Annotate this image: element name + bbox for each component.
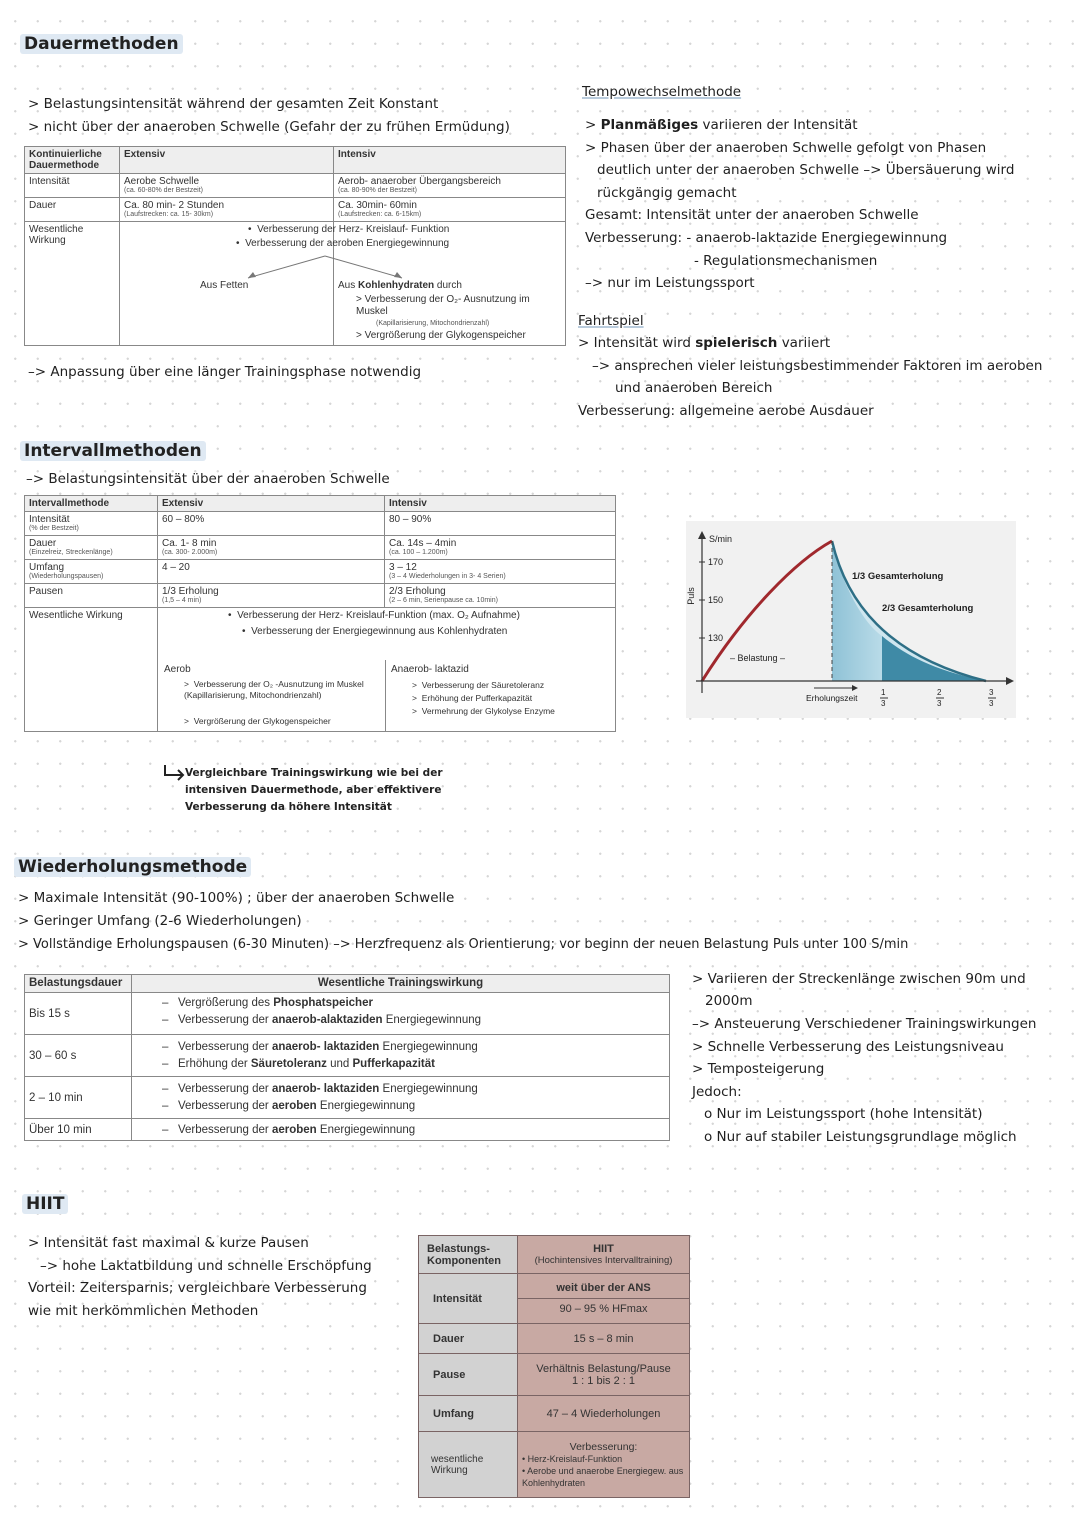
wieder-cell [132, 1119, 670, 1141]
fahrt-line-1 [578, 332, 830, 355]
cell-note: (ca. 80-90% der Bestzeit) [338, 187, 417, 194]
intervall-row-label [25, 512, 158, 536]
wieder-side-1: > Variieren der Streckenlänge zwischen 90m und [692, 971, 1026, 987]
intervall-row-label [25, 560, 158, 584]
hiit-th-0: Belastungs-Komponenten [419, 1236, 518, 1274]
wieder-th-0: Belastungsdauer [25, 975, 132, 993]
t: > [585, 117, 601, 133]
hiit-cell-bottom: 90 – 95 % HFmax [559, 1303, 648, 1315]
recovery-area-1-3 [832, 541, 882, 681]
hiit-row-label: Pause [419, 1354, 518, 1396]
wieder-point: – Verbesserung der anaerob- laktaziden Energiegewinnung [162, 1082, 478, 1095]
wieder-side-8: o Nur auf stabiler Leistungsgrundlage möglich [704, 1129, 1017, 1145]
hiit-row-label [419, 1432, 518, 1498]
num: 2 [937, 688, 942, 697]
section-title-intervall: Intervallmethoden [20, 441, 206, 461]
kh-point-1-note: (Kapillarisierung, Mitochondrienzahl) [376, 320, 490, 327]
dauer-cell [120, 198, 334, 222]
section-title-dauermethoden: Dauermethoden [20, 34, 183, 54]
bullet-text: Verbesserung der Herz- Kreislauf- Funktion [257, 224, 450, 235]
cell-text: 2/3 Erholung [389, 586, 446, 597]
frac-2-3 [937, 687, 941, 709]
dauer-line-2: > nicht über der anaeroben Schwelle (Gefahr der zu frühen Ermüdung) [28, 119, 510, 135]
cell-text: Ca. 30min- 60min [338, 200, 417, 211]
wieder-side-4: > Schnelle Verbesserung des Leistungsniveau [692, 1039, 1004, 1055]
wieder-side-7: o Nur im Leistungssport (hohe Intensität) [704, 1106, 983, 1122]
cell-text: 3 – 12 [389, 562, 417, 573]
point-text: Verbesserung der Säuretoleranz [421, 680, 545, 690]
aerob-point-1: > Verbesserung der O₂ -Ausnutzung im Muskel (Kapillarisierung, Mitochondrienzahl) [184, 679, 364, 700]
hiit-line-2: –> hohe Laktatbildung und schnelle Erschöpfung [40, 1258, 372, 1274]
dauer-row-label: Intensität [25, 174, 120, 198]
intervall-wirkung-cell [158, 608, 616, 732]
label-note: (% der Bestzeit) [29, 525, 79, 532]
t: Verbesserung der [177, 1123, 272, 1136]
fahrt-title: Fahrtspiel [578, 313, 644, 329]
point-text: Verbesserung der O₂ -Ausnutzung im Muskel (Kapillarisierung, Mitochondrienzahl) [184, 679, 364, 700]
intervall-cell [158, 584, 385, 608]
label-note: (Wiederholungspausen) [29, 573, 104, 580]
anaerob-points [412, 679, 555, 718]
hiit-cell-bottom: 1 : 1 bis 2 : 1 [572, 1374, 635, 1387]
kh-text: Aus [338, 280, 356, 291]
hiit-label-text: wesentliche Wirkung [431, 1453, 484, 1476]
hiit-cell: 15 s – 8 min [518, 1324, 690, 1354]
tempo-title: Tempowechselmethode [582, 84, 742, 100]
t-bold: Planmäßiges [600, 117, 699, 133]
label: Dauer [29, 538, 57, 549]
intervall-cell [385, 536, 616, 560]
pulse-chart-svg [686, 521, 1016, 718]
tempo-line-8: –> nur im Leistungssport [585, 275, 755, 291]
tempo-line-4: rückgängig gemacht [597, 185, 737, 201]
wieder-th-1: Wesentliche Trainingswirkung [132, 975, 670, 993]
note-line: Vergleichbare Trainingswirkung wie bei der [185, 767, 443, 779]
wieder-cell [132, 1077, 670, 1119]
tempo-line-6: Verbesserung: - anaerob-laktazide Energiegewinnung [585, 230, 948, 246]
cell-note: (ca. 100 – 1.200m) [389, 549, 448, 556]
hiit-cell-top: weit über der ANS [518, 1278, 689, 1299]
cell-note: (ca. 300- 2.000m) [162, 549, 218, 556]
t-bold: Pufferkapazität [352, 1057, 435, 1070]
tick-130: 130 [708, 633, 724, 643]
intervall-cell: 4 – 20 [158, 560, 385, 584]
kh-point-2: > Vergrößerung der Glykogenspeicher [356, 330, 526, 341]
wieder-cell [132, 993, 670, 1035]
hiit-cell [518, 1432, 690, 1498]
t-bold: aeroben [271, 1123, 317, 1136]
point-text: Vergrößerung der Glykogenspeicher [193, 716, 331, 726]
cell-note: (ca. 60-80% der Bestzeit) [124, 187, 203, 194]
tempo-line-7: - Regulationsmechanismen [694, 253, 878, 269]
wieder-line-2: > Geringer Umfang (2-6 Wiederholungen) [18, 913, 302, 929]
t-bold: Phosphatspeicher [273, 997, 373, 1009]
num: 3 [989, 688, 994, 697]
dauer-th-1: Extensiv [120, 147, 334, 174]
anaerob-point: > Erhöhung der Pufferkapazität [412, 693, 533, 703]
t: Verbesserung der [177, 1040, 272, 1053]
intervall-row-label [25, 536, 158, 560]
chart-ylabel: Puls [685, 587, 696, 605]
anaerob-point: > Verbesserung der Säuretoleranz [412, 680, 545, 690]
cell-text: Ca. 14s – 4min [389, 538, 457, 549]
intervall-th-2: Intensiv [385, 496, 616, 512]
cell-text: Ca. 80 min- 2 Stunden [124, 200, 225, 211]
den: 3 [881, 699, 886, 708]
intervall-bullet-2: • Verbesserung der Energiegewinnung aus Kohlenhydraten [242, 626, 508, 637]
hiit-point: • Aerobe und anaerobe Energiegew. aus Kohlenhydraten [522, 1465, 684, 1488]
tick-150: 150 [708, 595, 724, 605]
intervall-cell: 80 – 90% [385, 512, 616, 536]
cell-note: (2 – 6 min, Serienpause ca. 10min) [389, 597, 498, 604]
hiit-th-sub: (Hochintensives Intervalltraining) [534, 1255, 673, 1266]
t: und [326, 1057, 353, 1070]
cell-text: 1/3 Erholung [162, 586, 219, 597]
kh-bold: Kohlenhydraten [358, 280, 435, 291]
wieder-side-3: –> Ansteuerung Verschiedener Trainingswirkungen [692, 1016, 1037, 1032]
dauer-bullet-1: • Verbesserung der Herz- Kreislauf- Funktion [248, 224, 450, 235]
dauer-table [24, 146, 566, 346]
dauer-th-0: Kontinuierliche Dauermethode [25, 147, 120, 174]
t: Energiegewinnung [382, 1014, 482, 1026]
intervall-bullet-1: • Verbesserung der Herz- Kreislauf-Funktion (max. O₂ Aufnahme) [228, 610, 520, 621]
label: Umfang [29, 562, 65, 573]
tempo-line-1 [585, 114, 858, 137]
fahrt-line-3: und anaeroben Bereich [615, 380, 773, 396]
t: Energiegewinnung [379, 1082, 478, 1095]
wieder-point: – Erhöhung der Säuretoleranz und Pufferkapazität [162, 1057, 435, 1070]
dauer-row-label: Dauer [25, 198, 120, 222]
t: Energiegewinnung [316, 1123, 416, 1136]
cell-note: (Laufstrecken: ca. 15- 30km) [124, 211, 214, 218]
note-line: Verbesserung da höhere Intensität [185, 801, 392, 813]
anaerob-label: Anaerob- laktazid [391, 664, 469, 675]
t: Erhöhung der [177, 1057, 251, 1070]
hiit-point: • Herz-Kreislauf-Funktion [522, 1453, 623, 1464]
frac-1-3 [881, 687, 885, 709]
wieder-cell [132, 1035, 670, 1077]
t-bold: anaerob- laktaziden [271, 1082, 380, 1095]
kh-text: durch [436, 280, 462, 291]
frac-3-3 [989, 687, 993, 709]
wieder-line-1: > Maximale Intensität (90-100%) ; über der anaeroben Schwelle [18, 890, 455, 906]
intervall-line-1: –> Belastungsintensität über der anaeroben Schwelle [26, 471, 390, 487]
intervall-cell [385, 584, 616, 608]
hiit-cell-top: Verhältnis Belastung/Pause [536, 1362, 671, 1375]
section-title-wiederholung: Wiederholungsmethode [14, 857, 251, 877]
cell-text: Ca. 1- 8 min [162, 538, 217, 549]
wieder-side-6: Jedoch: [692, 1084, 742, 1100]
hiit-row-label: Intensität [419, 1274, 518, 1324]
t: > Intensität wird [578, 335, 696, 351]
arrow-down-right-icon [162, 764, 186, 782]
den: 3 [937, 699, 942, 708]
fahrt-line-4: Verbesserung: allgemeine aerobe Ausdauer [578, 403, 874, 419]
t-bold: Säuretoleranz [250, 1057, 327, 1070]
wieder-row-label: Bis 15 s [25, 993, 132, 1035]
intervall-th-1: Extensiv [158, 496, 385, 512]
bullet-text: Verbesserung der Energiegewinnung aus Kohlenhydraten [251, 626, 508, 637]
wieder-row-label: 30 – 60 s [25, 1035, 132, 1077]
cell-text: Aerobe Schwelle [124, 176, 200, 187]
hiit-cell [518, 1274, 690, 1324]
chart-unit: S/min [709, 534, 733, 544]
t: Energiegewinnung [379, 1040, 478, 1053]
belastung-text: Belastung [737, 653, 778, 663]
dauer-bullet-2: • Verbesserung der aeroben Energiegewinnung [236, 238, 450, 249]
cell-note: (Laufstrecken: ca. 6-15km) [338, 211, 422, 218]
bullet-text: Verbesserung der aeroben Energiegewinnung [245, 238, 450, 249]
wieder-side-2: 2000m [705, 993, 753, 1009]
pulse-chart [686, 521, 1016, 718]
tempo-line-3: deutlich unter der anaeroben Schwelle –> Übersäuerung wird [597, 162, 1015, 178]
hiit-cell: 47 – 4 Wiederholungen [518, 1396, 690, 1432]
tempo-line-5: Gesamt: Intensität unter der anaeroben Schwelle [585, 207, 919, 223]
wieder-point: – Verbesserung der anaerob- laktaziden Energiegewinnung [162, 1040, 478, 1053]
bullet-text: Verbesserung der Herz- Kreislauf-Funktion (max. O₂ Aufnahme) [237, 610, 520, 621]
t: Energiegewinnung [316, 1099, 416, 1112]
wieder-side-5: > Temposteigerung [692, 1061, 825, 1077]
chart-g23: 2/3 Gesamterholung [882, 603, 974, 614]
intervall-note [185, 765, 443, 816]
dauer-note: –> Anpassung über eine länger Trainingsphase notwendig [28, 364, 422, 380]
wieder-table [24, 974, 670, 1141]
fahrt-line-2: –> ansprechen vieler leistungsbestimmender Faktoren im aeroben [592, 358, 1043, 374]
aerob-label: Aerob [164, 664, 191, 675]
t: variiert [777, 335, 831, 351]
cell-note: (3 – 4 Wiederholungen in 3- 4 Serien) [389, 573, 506, 580]
point-text: Erhöhung der Pufferkapazität [421, 693, 533, 703]
cell-text: Aerob- anaerober Übergangsbereich [338, 176, 501, 187]
hiit-cell [518, 1354, 690, 1396]
point-text: Herz-Kreislauf-Funktion [527, 1453, 623, 1464]
intervall-row-label: Wesentliche Wirkung [25, 608, 158, 732]
intervall-table [24, 495, 616, 732]
hiit-table [418, 1235, 690, 1498]
kh-point-1: > Verbesserung der O₂- Ausnutzung im Muskel [356, 294, 530, 317]
t-bold: aeroben [271, 1099, 317, 1112]
intervall-th-0: Intervallmethode [25, 496, 158, 512]
point-text: Aerobe und anaerobe Energiegew. aus Kohlenhydraten [522, 1465, 684, 1488]
tempo-line-2: > Phasen über der anaeroben Schwelle gefolgt von Phasen [585, 140, 987, 156]
hiit-cell-top: Verbesserung: [569, 1440, 638, 1453]
wieder-line-3: > Vollständige Erholungspausen (6-30 Minuten) –> Herzfrequenz als Orientierung; vor beginn der neuen Belastung Puls unter 100 S/min [18, 937, 909, 952]
hiit-th-1 [518, 1236, 690, 1274]
anaerob-point: > Vermehrung der Glykolyse Enzyme [412, 706, 555, 716]
hiit-line-1: > Intensität fast maximal & kurze Pausen [28, 1235, 309, 1251]
t: Verbesserung der [177, 1082, 272, 1095]
t: variieren der Intensität [698, 117, 858, 133]
tick-170: 170 [708, 557, 724, 567]
wieder-point: – Verbesserung der aeroben Energiegewinnung [162, 1099, 416, 1112]
cell-note: (1,5 – 4 min) [162, 597, 202, 604]
section-title-hiit: HIIT [22, 1194, 68, 1214]
dauer-cell [120, 174, 334, 198]
den: 3 [989, 699, 994, 708]
aerob-point-2: > Vergrößerung der Glykogenspeicher [184, 716, 331, 726]
chart-erholungszeit: Erholungszeit [806, 693, 858, 703]
t: Vergrößerung des [177, 997, 274, 1009]
aus-fetten: Aus Fetten [200, 280, 249, 291]
hiit-row-label: Dauer [419, 1324, 518, 1354]
intervall-cell [385, 560, 616, 584]
intervall-cell [158, 536, 385, 560]
wieder-point: – Vergrößerung des Phosphatspeicher [162, 997, 373, 1009]
num: 1 [881, 688, 886, 697]
dauer-row-label: Wesentliche Wirkung [25, 222, 120, 346]
wieder-row-label: Über 10 min [25, 1119, 132, 1141]
note-line: intensiven Dauermethode, aber effektivere [185, 784, 442, 796]
dauer-th-2: Intensiv [334, 147, 566, 174]
dauer-wirkung-cell [120, 222, 566, 346]
aus-kohlenhydraten [338, 280, 462, 291]
t-bold: anaerob-alaktaziden [271, 1014, 383, 1026]
t: Verbesserung der [177, 1099, 272, 1112]
chart-g13: 1/3 Gesamterholung [852, 571, 944, 582]
hiit-th-title: HIIT [593, 1243, 614, 1255]
hiit-row-label: Umfang [419, 1396, 518, 1432]
wieder-row-label: 2 – 10 min [25, 1077, 132, 1119]
chart-belastung: – Belastung – [730, 653, 786, 663]
dauer-cell [334, 174, 566, 198]
wieder-point: – Verbesserung der anaerob-alaktaziden Energiegewinnung [162, 1014, 482, 1026]
t: Verbesserung der [177, 1014, 272, 1026]
intervall-row-label: Pausen [25, 584, 158, 608]
label: Intensität [29, 514, 70, 525]
dauer-line-1: > Belastungsintensität während der gesamten Zeit Konstant [28, 96, 439, 112]
t-bold: anaerob- laktaziden [271, 1040, 380, 1053]
hiit-line-4: wie mit herkömmlichen Methoden [28, 1303, 259, 1319]
label-note: (Einzelreiz, Streckenlänge) [29, 549, 113, 556]
t-bold: spielerisch [695, 335, 778, 351]
hiit-line-3: Vorteil: Zeitersparnis; vergleichbare Verbesserung [28, 1280, 367, 1296]
intervall-cell: 60 – 80% [158, 512, 385, 536]
dauer-cell [334, 198, 566, 222]
wieder-point: – Verbesserung der aeroben Energiegewinnung [162, 1123, 416, 1136]
point-text: Vermehrung der Glykolyse Enzyme [421, 706, 555, 716]
